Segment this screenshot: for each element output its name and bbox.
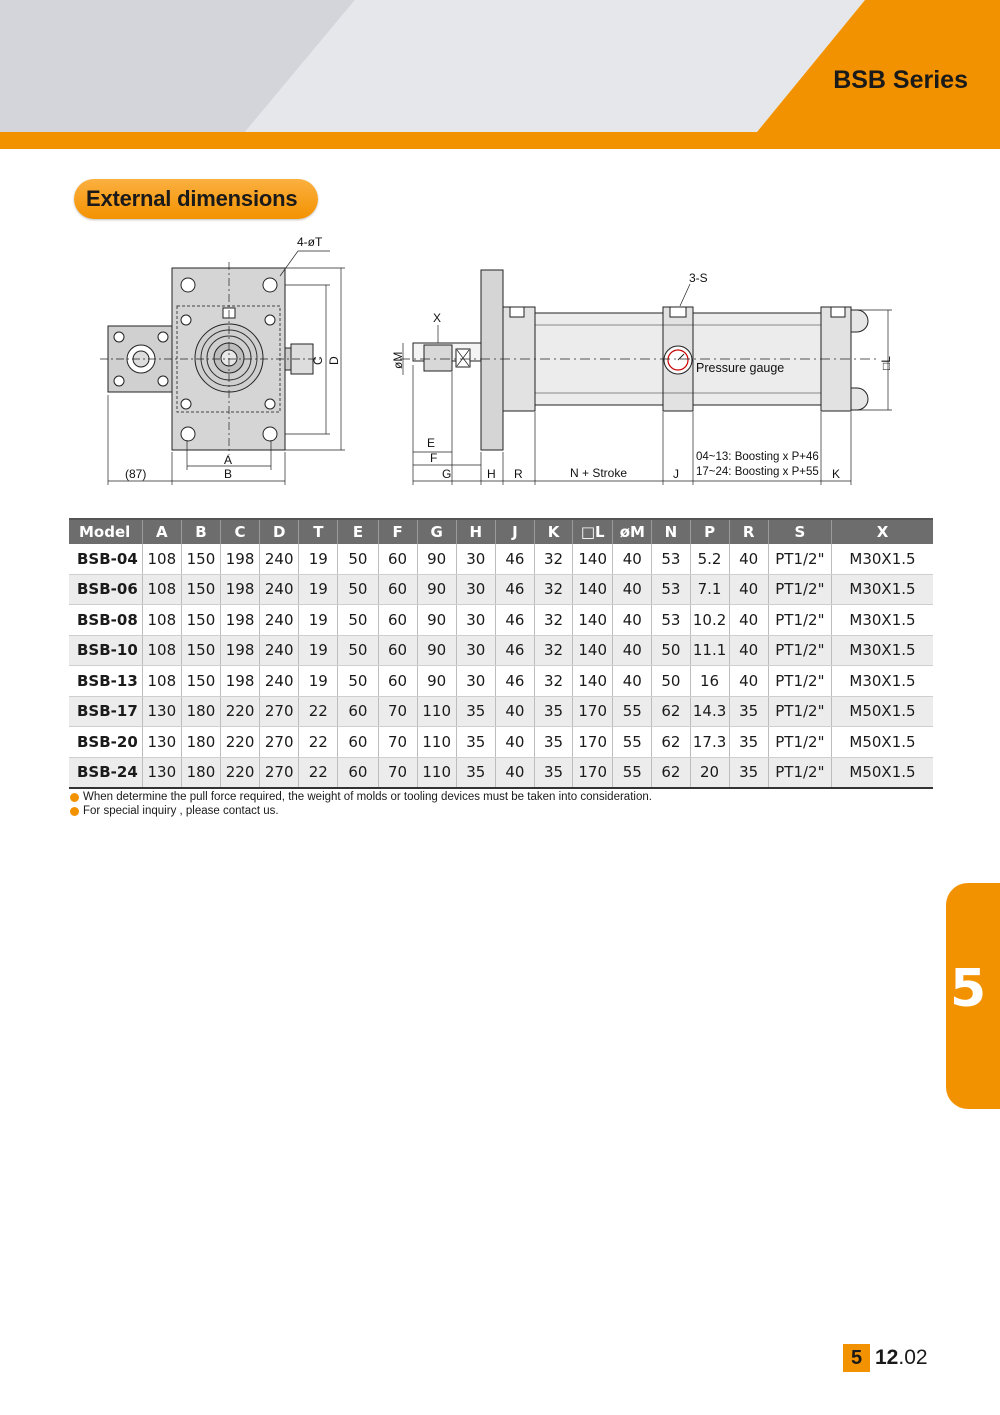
table-cell: 50 xyxy=(338,574,378,605)
table-cell: 90 xyxy=(417,544,456,574)
table-cell: 40 xyxy=(613,605,652,636)
pressure-gauge-label: Pressure gauge xyxy=(696,361,785,375)
dim-e-label: E xyxy=(427,436,436,450)
table-cell: 32 xyxy=(535,605,573,636)
boost-note-1: 04~13: Boosting x P+46 xyxy=(696,451,819,463)
chapter-tab xyxy=(946,883,1000,1109)
table-cell: 35 xyxy=(729,696,768,727)
model-cell: BSB-20 xyxy=(69,727,142,758)
table-cell: 220 xyxy=(221,727,260,758)
table-cell: PT1/2" xyxy=(768,666,831,697)
table-cell: 22 xyxy=(299,727,338,758)
table-cell: M30X1.5 xyxy=(831,635,933,666)
table-cell: 220 xyxy=(221,696,260,727)
col-header: N xyxy=(652,519,690,544)
table-cell: 35 xyxy=(729,727,768,758)
table-row xyxy=(69,727,933,758)
front-view xyxy=(100,251,345,485)
table-row xyxy=(69,605,933,636)
model-cell: BSB-06 xyxy=(69,574,142,605)
table-cell: 60 xyxy=(338,757,378,788)
dim-g-label: G xyxy=(442,467,452,481)
table-cell: 108 xyxy=(142,574,181,605)
section-heading xyxy=(74,179,318,219)
table-cell: 60 xyxy=(338,727,378,758)
table-cell: 90 xyxy=(417,574,456,605)
dim-x-label: X xyxy=(433,311,442,325)
table-cell: 30 xyxy=(456,635,495,666)
table-cell: 14.3 xyxy=(690,696,729,727)
table-cell: 240 xyxy=(260,666,299,697)
model-cell: BSB-13 xyxy=(69,666,142,697)
table-cell: 30 xyxy=(456,574,495,605)
table-cell: 40 xyxy=(613,574,652,605)
table-cell: 53 xyxy=(652,544,690,574)
dim-b-label: B xyxy=(224,467,233,481)
col-header: H xyxy=(456,519,495,544)
table-cell: 19 xyxy=(299,635,338,666)
col-header: B xyxy=(181,519,220,544)
table-cell: 10.2 xyxy=(690,605,729,636)
col-header: G xyxy=(417,519,456,544)
dimensions-table xyxy=(69,518,933,789)
table-cell: 46 xyxy=(495,605,534,636)
table-cell: 240 xyxy=(260,574,299,605)
note-item: When determine the pull force required, the weight of molds or tooling devices must be taken into consideration. xyxy=(70,790,652,804)
table-cell: 240 xyxy=(260,605,299,636)
table-cell: 16 xyxy=(690,666,729,697)
table-cell: 60 xyxy=(378,666,417,697)
table-cell: 198 xyxy=(221,574,260,605)
section-title: External dimensions xyxy=(86,186,298,211)
table-row xyxy=(69,696,933,727)
dim-phim-label: øM xyxy=(391,351,405,369)
table-cell: 55 xyxy=(613,696,652,727)
table-cell: 150 xyxy=(181,544,220,574)
table-cell: 40 xyxy=(729,574,768,605)
model-cell: BSB-08 xyxy=(69,605,142,636)
table-cell: 35 xyxy=(456,727,495,758)
table-cell: 180 xyxy=(181,757,220,788)
table-cell: 22 xyxy=(299,757,338,788)
table-cell: 150 xyxy=(181,635,220,666)
table-cell: 40 xyxy=(729,544,768,574)
table-cell: 70 xyxy=(378,696,417,727)
table-cell: PT1/2" xyxy=(768,635,831,666)
table-cell: 19 xyxy=(299,544,338,574)
table-cell: 17.3 xyxy=(690,727,729,758)
page-number-bold: 12 xyxy=(875,1346,899,1369)
dim-d-label: D xyxy=(327,356,341,365)
page-chapter: 5 xyxy=(843,1344,870,1372)
table-cell: 55 xyxy=(613,727,652,758)
table-cell: M50X1.5 xyxy=(831,696,933,727)
table-cell: PT1/2" xyxy=(768,696,831,727)
col-header: øM xyxy=(613,519,652,544)
dimension-drawing xyxy=(100,230,900,490)
table-cell: 270 xyxy=(260,696,299,727)
table-cell: 110 xyxy=(417,696,456,727)
table-cell: 11.1 xyxy=(690,635,729,666)
note-item: For special inquiry , please contact us. xyxy=(70,804,652,818)
table-cell: 19 xyxy=(299,605,338,636)
table-cell: 32 xyxy=(535,666,573,697)
table-cell: 32 xyxy=(535,635,573,666)
table-cell: 198 xyxy=(221,635,260,666)
table-cell: 40 xyxy=(495,696,534,727)
table-cell: 40 xyxy=(613,635,652,666)
table-cell: 30 xyxy=(456,666,495,697)
stroke-label: N + Stroke xyxy=(570,466,628,480)
col-header: X xyxy=(831,519,933,544)
table-cell: 46 xyxy=(495,544,534,574)
table-cell: 140 xyxy=(573,635,613,666)
table-cell: 55 xyxy=(613,757,652,788)
table-cell: 108 xyxy=(142,666,181,697)
dim-k-label: K xyxy=(832,467,841,481)
table-cell: 50 xyxy=(338,666,378,697)
table-cell: 270 xyxy=(260,727,299,758)
table-cell: 90 xyxy=(417,605,456,636)
table-cell: 30 xyxy=(456,605,495,636)
model-cell: BSB-24 xyxy=(69,757,142,788)
table-cell: 60 xyxy=(378,574,417,605)
table-cell: 60 xyxy=(378,544,417,574)
table-cell: 40 xyxy=(729,605,768,636)
table-cell: PT1/2" xyxy=(768,757,831,788)
col-header: □L xyxy=(573,519,613,544)
table-cell: 140 xyxy=(573,574,613,605)
table-cell: 50 xyxy=(338,544,378,574)
table-cell: 240 xyxy=(260,544,299,574)
table-cell: 62 xyxy=(652,727,690,758)
table-cell: 170 xyxy=(573,757,613,788)
table-cell: 150 xyxy=(181,666,220,697)
table-cell: 22 xyxy=(299,696,338,727)
table-cell: 46 xyxy=(495,574,534,605)
col-header: R xyxy=(729,519,768,544)
table-cell: 35 xyxy=(456,757,495,788)
chapter-tab-number: 5 xyxy=(950,959,987,1019)
table-cell: 50 xyxy=(652,635,690,666)
table-cell: 198 xyxy=(221,605,260,636)
table-header-row xyxy=(69,519,933,544)
col-header: S xyxy=(768,519,831,544)
dim-h-label: H xyxy=(487,467,496,481)
table-cell: 40 xyxy=(613,544,652,574)
table-cell: 170 xyxy=(573,696,613,727)
dim-87-label: (87) xyxy=(125,467,147,481)
table-cell: 180 xyxy=(181,696,220,727)
col-header: F xyxy=(378,519,417,544)
table-cell: 32 xyxy=(535,574,573,605)
table-cell: M30X1.5 xyxy=(831,544,933,574)
notes xyxy=(70,790,652,818)
col-header: D xyxy=(260,519,299,544)
table-cell: 140 xyxy=(573,605,613,636)
model-cell: BSB-17 xyxy=(69,696,142,727)
page-number-text xyxy=(875,1346,928,1370)
table-row xyxy=(69,666,933,697)
table-cell: 30 xyxy=(456,544,495,574)
table-cell: 20 xyxy=(690,757,729,788)
table-cell: 108 xyxy=(142,544,181,574)
table-cell: 180 xyxy=(181,727,220,758)
boost-note-2: 17~24: Boosting x P+55 xyxy=(696,466,819,478)
table-cell: 53 xyxy=(652,574,690,605)
table-cell: 60 xyxy=(378,605,417,636)
table-cell: 62 xyxy=(652,757,690,788)
table-cell: 90 xyxy=(417,635,456,666)
table-cell: 150 xyxy=(181,574,220,605)
table-cell: 40 xyxy=(729,666,768,697)
col-header: E xyxy=(338,519,378,544)
dim-j-label: J xyxy=(673,467,679,481)
table-cell: 110 xyxy=(417,727,456,758)
table-cell: 140 xyxy=(573,544,613,574)
table-cell: 40 xyxy=(613,666,652,697)
table-cell: 35 xyxy=(456,696,495,727)
model-cell: BSB-10 xyxy=(69,635,142,666)
page-number-rest: .02 xyxy=(898,1346,928,1369)
table-cell: 40 xyxy=(495,727,534,758)
table-cell: 35 xyxy=(535,757,573,788)
table-cell: 50 xyxy=(652,666,690,697)
table-cell: M50X1.5 xyxy=(831,727,933,758)
table-cell: 150 xyxy=(181,605,220,636)
table-cell: 40 xyxy=(495,757,534,788)
table-cell: 35 xyxy=(729,757,768,788)
table-cell: 50 xyxy=(338,605,378,636)
table-cell: 108 xyxy=(142,605,181,636)
table-cell: 270 xyxy=(260,757,299,788)
table-cell: 170 xyxy=(573,727,613,758)
table-cell: 50 xyxy=(338,635,378,666)
table-cell: PT1/2" xyxy=(768,605,831,636)
table-cell: M30X1.5 xyxy=(831,605,933,636)
col-header: T xyxy=(299,519,338,544)
table-row xyxy=(69,574,933,605)
table-cell: 198 xyxy=(221,544,260,574)
dim-r-label: R xyxy=(514,467,523,481)
table-cell: 220 xyxy=(221,757,260,788)
table-row xyxy=(69,544,933,574)
table-cell: 35 xyxy=(535,727,573,758)
col-header: J xyxy=(495,519,534,544)
table-cell: 46 xyxy=(495,666,534,697)
col-header: K xyxy=(535,519,573,544)
table-cell: 90 xyxy=(417,666,456,697)
table-cell: 19 xyxy=(299,666,338,697)
col-header: A xyxy=(142,519,181,544)
dim-c-label: C xyxy=(311,356,325,365)
dim-f-label: F xyxy=(430,451,438,465)
series-title: BSB Series xyxy=(833,66,968,94)
table-cell: 130 xyxy=(142,757,181,788)
table-cell: 62 xyxy=(652,696,690,727)
table-cell: 46 xyxy=(495,635,534,666)
dim-a-label: A xyxy=(224,453,233,467)
table-cell: 198 xyxy=(221,666,260,697)
table-cell: PT1/2" xyxy=(768,727,831,758)
table-cell: 60 xyxy=(378,635,417,666)
table-cell: 40 xyxy=(729,635,768,666)
table-cell: 70 xyxy=(378,757,417,788)
table-cell: 140 xyxy=(573,666,613,697)
table-cell: PT1/2" xyxy=(768,544,831,574)
col-header: P xyxy=(690,519,729,544)
table-cell: 53 xyxy=(652,605,690,636)
table-cell: M50X1.5 xyxy=(831,757,933,788)
table-cell: M30X1.5 xyxy=(831,574,933,605)
col-header: Model xyxy=(69,519,142,544)
table-cell: 130 xyxy=(142,727,181,758)
table-cell: 7.1 xyxy=(690,574,729,605)
table-cell: 240 xyxy=(260,635,299,666)
holes-label: 4-øT xyxy=(297,235,323,249)
table-cell: M30X1.5 xyxy=(831,666,933,697)
table-cell: 70 xyxy=(378,727,417,758)
table-cell: 32 xyxy=(535,544,573,574)
table-cell: 110 xyxy=(417,757,456,788)
table-cell: 5.2 xyxy=(690,544,729,574)
dim-l-label: □L xyxy=(879,356,893,370)
table-cell: 60 xyxy=(338,696,378,727)
table-cell: 19 xyxy=(299,574,338,605)
table-cell: 130 xyxy=(142,696,181,727)
table-row xyxy=(69,635,933,666)
col-header: C xyxy=(221,519,260,544)
table-cell: PT1/2" xyxy=(768,574,831,605)
table-cell: 108 xyxy=(142,635,181,666)
table-row xyxy=(69,757,933,788)
ports-label: 3-S xyxy=(689,271,708,285)
table-cell: 35 xyxy=(535,696,573,727)
model-cell: BSB-04 xyxy=(69,544,142,574)
